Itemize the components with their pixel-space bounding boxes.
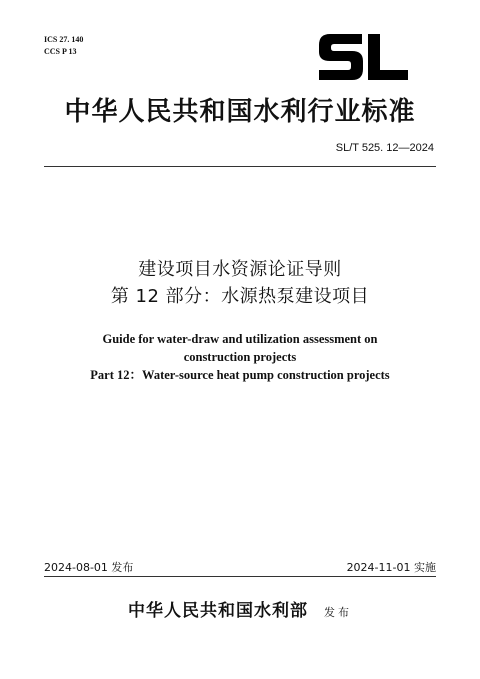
- classification-codes: [44, 34, 83, 58]
- chinese-title-line-1: 建设项目水资源论证导则: [138, 259, 342, 280]
- bottom-divider: [44, 576, 436, 577]
- top-divider: [44, 166, 436, 167]
- issuer-line: [0, 596, 480, 621]
- english-title-line-2: construction projects: [183, 350, 297, 364]
- implementation-date: 2024-11-01 实施: [346, 561, 436, 574]
- issuer-name: 中华人民共和国水利部: [128, 601, 308, 621]
- issuer-action: 发布: [324, 606, 352, 619]
- sl-logo: [316, 30, 411, 84]
- issue-date: 2024-08-01 发布: [44, 561, 134, 574]
- english-title-line-3: Part 12：Water-source heat pump construction projects: [90, 368, 390, 382]
- ics-code: ICS 27. 140: [44, 35, 84, 44]
- ccs-code: CCS P 13: [44, 47, 77, 56]
- standard-number: SL/T 525. 12—2024: [335, 142, 434, 154]
- sl-logo-mark: [316, 30, 411, 84]
- english-title-line-1: Guide for water-draw and utilization assessment on: [102, 332, 378, 346]
- standard-category-title: 中华人民共和国水利行业标准: [64, 97, 416, 127]
- chinese-title-line-2: 第 12 部分：水源热泵建设项目: [110, 286, 370, 307]
